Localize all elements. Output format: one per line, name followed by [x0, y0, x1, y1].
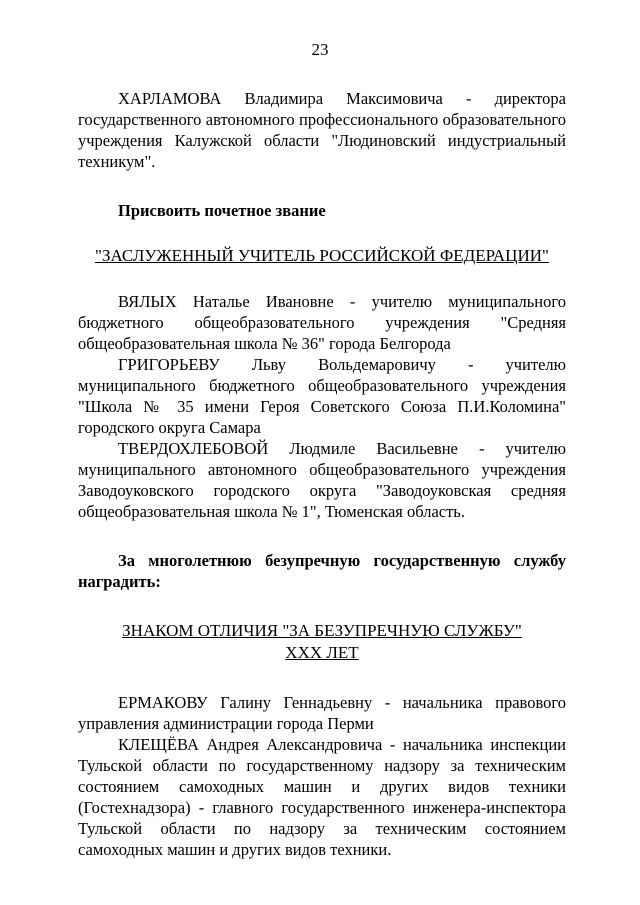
- honorary-title-name: "ЗАСЛУЖЕННЫЙ УЧИТЕЛЬ РОССИЙСКОЙ ФЕДЕРАЦИИ": [95, 246, 549, 265]
- section-heading-honorary-title: Присвоить почетное звание: [118, 201, 326, 220]
- page-number: 23: [311, 40, 329, 59]
- awardee-entry: ЕРМАКОВУ Галину Геннадьевну - начальника правового управления администрации города Перми: [78, 693, 566, 733]
- award-entry-kharlamov: ХАРЛАМОВА Владимира Максимовича - директора государственного автономного профессионального образовательного учреждения Калужской области "Людиновский индустриальный техникум".: [78, 89, 566, 171]
- honoree-entry: ВЯЛЫХ Наталье Ивановне - учителю муниципального бюджетного общеобразовательного учреждения "Средняя общеобразовательная школа № 36" города Белгорода: [78, 292, 566, 353]
- award-badge-years: XXX ЛЕТ: [285, 643, 359, 662]
- honoree-entry: ТВЕРДОХЛЕБОВОЙ Людмиле Васильевне - учителю муниципального автономного общеобразовательного учреждения Заводоуковского городского округа "Заводоуковская средняя общеобразовательная школа № 1", Тюменская область.: [78, 439, 566, 521]
- document-body: [78, 88, 566, 860]
- awardee-entry: КЛЕЩЁВА Андрея Александровича - начальника инспекции Тульской области по государственному надзору за техническим состоянием самоходных машин и других видов техники (Гостехнадзора) - главного государственного инженера-инспектора Тульской области по надзору за техническим состоянием самоходных машин и других видов техники.: [78, 735, 566, 859]
- honoree-entry: ГРИГОРЬЕВУ Льву Вольдемаровичу - учителю муниципального бюджетного общеобразовательного учреждения "Школа № 35 имени Героя Советского Союза П.И.Коломина" городского округа Самара: [78, 355, 566, 437]
- section-heading-service-award: За многолетнюю безупречную государственную службу наградить:: [78, 551, 566, 591]
- award-badge-title: ЗНАКОМ ОТЛИЧИЯ "ЗА БЕЗУПРЕЧНУЮ СЛУЖБУ": [122, 621, 522, 640]
